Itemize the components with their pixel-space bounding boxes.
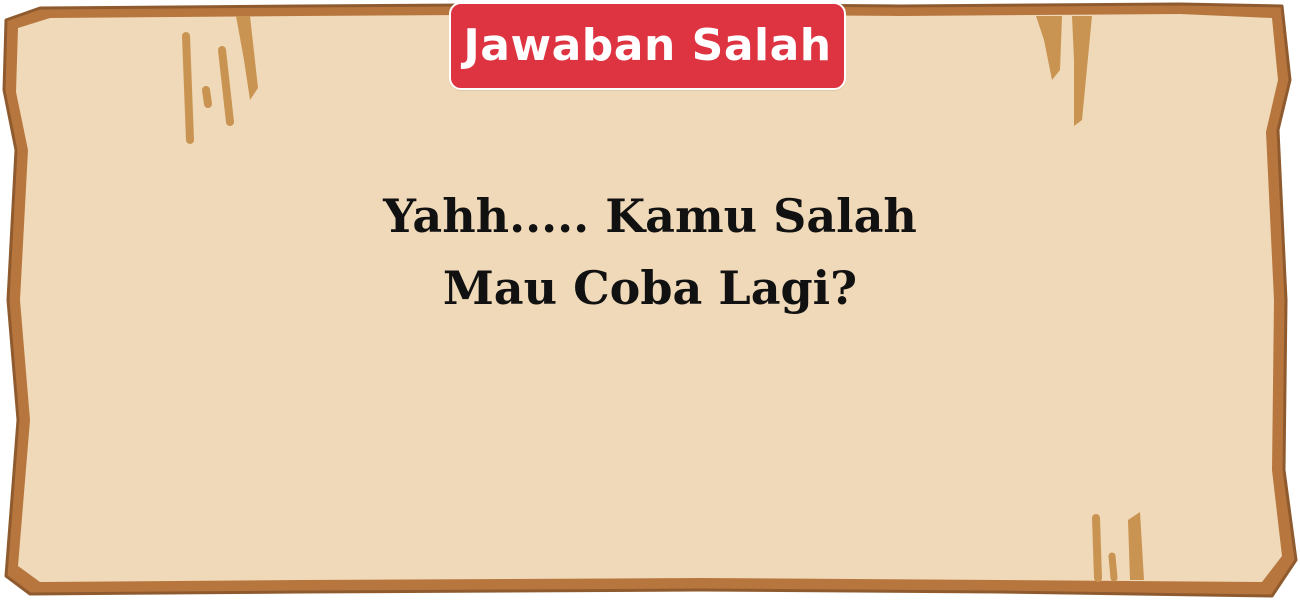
dialog-title: Jawaban Salah bbox=[463, 20, 832, 71]
crack-decoration bbox=[1096, 518, 1098, 578]
dialog-message bbox=[300, 180, 1000, 324]
crack-decoration bbox=[186, 36, 190, 140]
title-badge bbox=[449, 2, 846, 90]
crack-decoration bbox=[206, 90, 208, 104]
message-line-2: Mau Coba Lagi? bbox=[442, 261, 858, 315]
crack-decoration bbox=[1112, 556, 1114, 578]
message-line-1: Yahh..... Kamu Salah bbox=[383, 189, 917, 243]
